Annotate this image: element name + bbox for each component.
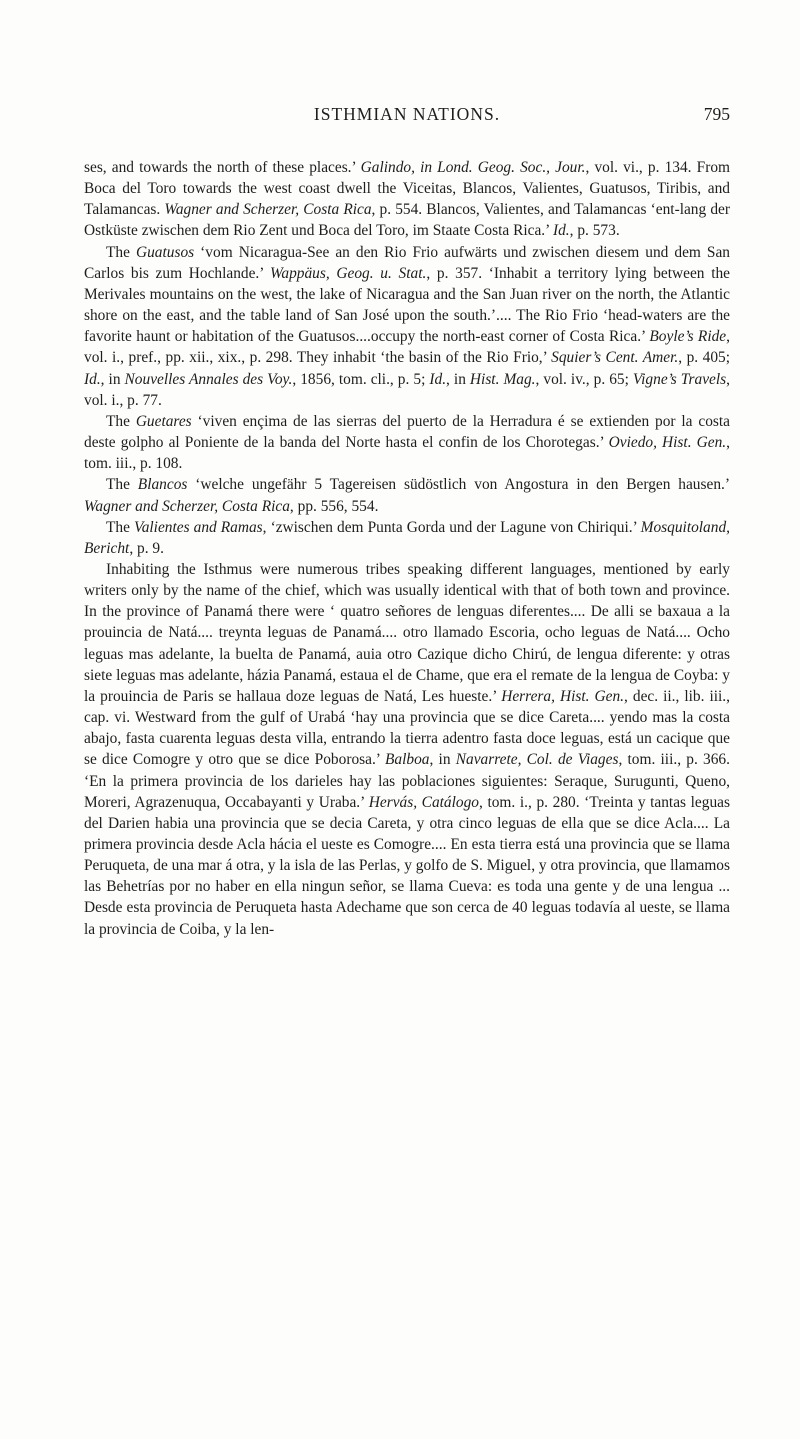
citation-title: Oviedo, Hist. Gen.: [608, 434, 727, 452]
text-run: , ‘zwischen dem Punta Gorda und der Lagune von Chiriqui.’: [262, 518, 641, 536]
text-run: The: [106, 476, 138, 494]
citation-title: Valientes and Ramas: [134, 518, 263, 536]
citation-title: Boyle’s Ride: [649, 328, 727, 346]
citation-title: Navarrete, Col. de Viages: [455, 751, 619, 769]
citation-title: Guatusos: [135, 243, 195, 261]
text-run: The: [106, 518, 134, 536]
text-run: Inhabiting the Isthmus were numerous tribes speaking different languages, mentioned by early writers only by the name of the chief, which was usually identical with that of both town and province. In the province of Panamá there were ‘ quatro señores de lenguas diferentes.... De alli se baxaua a la prouincia de Natá.... treynta leguas de Panamá.... otro llamado Escoria, ocho leguas de Natá.... Ocho leguas mas adelante, la buelta de Panamá, auia otro Cazique dicho Chirú, de lengua diferente: y otras siete leguas mas adelante, házia Panamá, estaua el de Chame, que era el remate de la lengua de Coyba: y la prouincia de Paris se hallaua doze leguas de Natá, Les hueste.’: [84, 560, 730, 705]
text-run: The: [106, 412, 136, 430]
running-title: ISTHMIAN NATIONS.: [313, 104, 501, 124]
paragraph: [84, 559, 730, 940]
text-run: , vol. i., pref., pp. xii., xix., p. 298. They inhabit ‘the basin of the Rio Frio,’: [84, 328, 730, 367]
citation-title: Herrera, Hist. Gen.: [501, 687, 624, 705]
paragraph: [84, 157, 730, 242]
text-run: , tom. i., p. 280. ‘Treinta y tantas leguas del Darien habia una provincia que se decia Careta, y otra cinco leguas de ella que se dice Acla.... La primera provincia desde Acla hácia el ueste es Comogre.... En esta tierra está una provincia que se llama Peruqueta, de una mar á otra, y la isla de las Perlas, y golfo de S. Miguel, y otra provincia, que llamamos las Behetrías por no haber en ella ningun señor, se llama Cueva: es toda una gente y de una lengua ... Desde esta provincia de Peruqueta hasta Adechame que son cerca de 40 leguas todavía al ueste, se llama la provincia de Coiba, y la len-: [84, 793, 730, 938]
text-run: , p. 405;: [678, 349, 730, 367]
text-run: , p. 9.: [129, 539, 164, 557]
citation-title: Squier’s Cent. Amer.: [551, 349, 679, 367]
citation-title: Wagner and Scherzer, Costa Rica: [84, 497, 290, 515]
citation-title: Wagner and Scherzer, Costa Rica: [164, 201, 372, 219]
citation-title: Balboa: [385, 751, 430, 769]
citation-title: Galindo, in Lond. Geog. Soc., Jour.: [360, 159, 586, 176]
citation-title: Wappäus, Geog. u. Stat.: [269, 264, 427, 282]
page-number: 795: [703, 104, 730, 124]
citation-title: Vigne’s Travels: [632, 370, 727, 388]
citation-title: Id.: [429, 370, 447, 388]
text-run: , 1856, tom. cli., p. 5;: [292, 370, 430, 388]
citation-title: Hervás, Catálogo: [368, 793, 479, 811]
text-run: , p. 573.: [569, 222, 620, 240]
text-run: , in: [100, 370, 125, 388]
text-run: ‘viven ençima de las sierras del puerto de la Herradura é se extienden por la costa deste golpho al Poniente de la banda del Norte hasta el confin de los Chorotegas.’: [84, 412, 730, 452]
citation-title: Mosquitoland, Bericht: [84, 518, 730, 557]
text-run: , vol. i., p. 77.: [84, 370, 730, 409]
text-run: The: [106, 243, 136, 261]
text-run: , p. 357. ‘Inhabit a territory lying between the Merivales mountains on the west, the lake of Nicaragua and the San Juan river on the north, the Atlantic shore on the east, and the table land of San José upon the south.’.... The Rio Frio ‘head-waters are the favorite haunt or habitation of the Guatusos....occupy the north-east corner of Costa Rica.’: [84, 264, 730, 346]
running-head: [84, 104, 730, 130]
text-run: , vol. vi., p. 134. From Boca del Toro towards the west coast dwell the Viceitas, Blancos, Valientes, Guatusos, Tiribis, and Talamancas.: [84, 159, 730, 219]
text-run: , p. 554. Blancos, Valientes, and Talamancas ‘ent-lang der Ostküste zwischen dem Rio Zent und Boca del Toro, im Staate Costa Rica.’: [84, 201, 730, 240]
paragraph: [84, 411, 730, 474]
citation-title: Blancos: [137, 476, 188, 494]
citation-title: Nouvelles Annales des Voy.: [124, 370, 293, 388]
text-run: , in: [429, 751, 456, 769]
text-run: , dec. ii., lib. iii., cap. vi. Westward from the gulf of Urabá ‘hay una provincia que se dice Careta.... yendo mas la costa abajo, fasta cuarenta leguas desta villa, entrando la tierra adentro fasta doce leguas, está un cacique que se dice Comogre y otro que se dice Poborosa.’: [84, 687, 731, 769]
body-text: [84, 157, 730, 940]
citation-title: Guetares: [135, 412, 192, 430]
paragraph: [84, 242, 730, 411]
text-run: ses, and towards the north of these places.’: [84, 159, 361, 176]
text-run: ‘vom Nicaragua-See an den Rio Frio aufwärts und zwischen diesem und dem San Carlos bis zum Hochlande.’: [84, 243, 731, 282]
text-run: ‘welche ungefähr 5 Tagereisen südöstlich von Angostura in den Bergen hausen.’: [187, 476, 730, 494]
paragraph: [84, 474, 730, 516]
paragraph: [84, 517, 730, 559]
citation-title: Hist. Mag.: [469, 370, 536, 388]
text-run: , in: [446, 370, 470, 388]
text-run: , tom. iii., p. 108.: [84, 434, 730, 473]
text-run: , pp. 556, 554.: [289, 497, 379, 515]
text-run: , vol. iv., p. 65;: [535, 370, 633, 388]
citation-title: Id.: [552, 222, 570, 240]
citation-title: Id.: [84, 370, 101, 388]
text-run: , tom. iii., p. 366. ‘En la primera provincia de los darieles hay las poblaciones siguientes: Seraque, Surugunti, Queno, Moreri, Agrazenuqua, Occabayanti y Uraba.’: [84, 751, 730, 811]
